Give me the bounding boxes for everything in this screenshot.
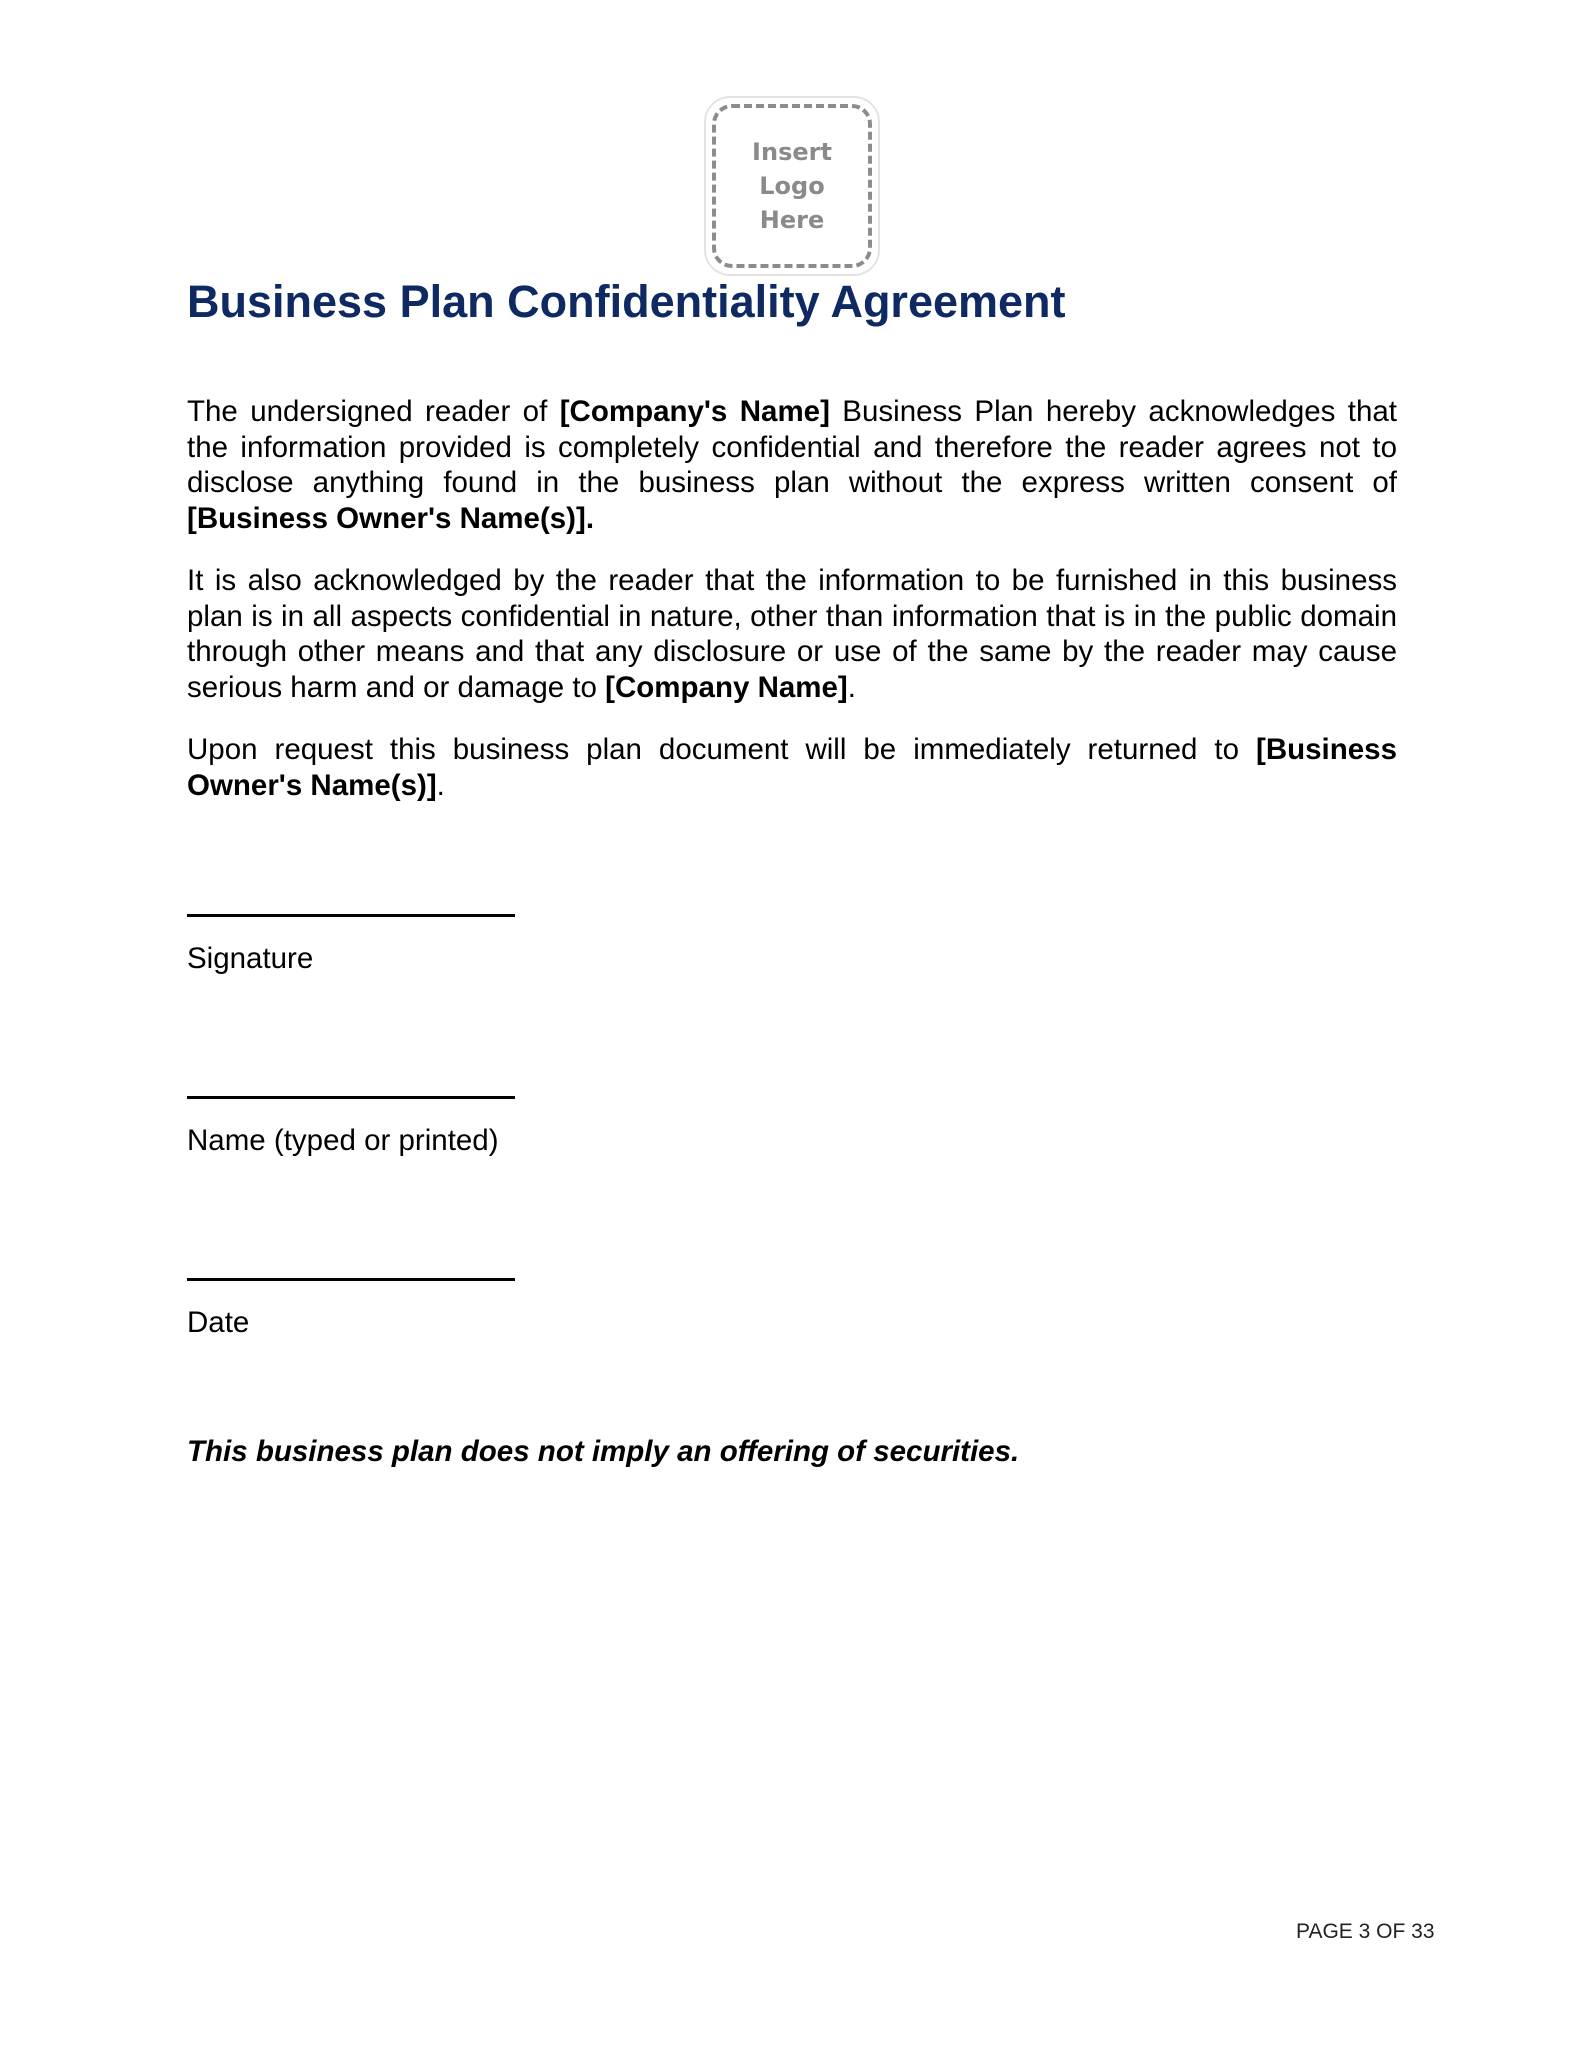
paragraph-confidential-nature [187, 563, 1397, 705]
date-label: Date [187, 1306, 250, 1339]
company-name-placeholder: [Company's Name] [559, 395, 830, 428]
owner-name-placeholder: [Business Owner's Name(s)]. [187, 501, 595, 535]
paragraph-text: The undersigned reader of [187, 395, 560, 428]
name-label: Name (typed or printed) [187, 1124, 499, 1157]
page-number: PAGE 3 OF 33 [1296, 1920, 1435, 1943]
paragraph-return-request [187, 732, 1397, 803]
date-line[interactable] [187, 1278, 515, 1281]
logo-placeholder-text-line-1: Insert [752, 138, 832, 166]
logo-placeholder [704, 96, 880, 276]
signature-label: Signature [187, 942, 314, 975]
paragraph-text: . [847, 670, 856, 704]
owner-name-placeholder: [Business Owner's Name(s)] [187, 733, 1397, 802]
logo-placeholder-frame [712, 104, 872, 268]
logo-placeholder-text-line-3: Here [759, 206, 825, 234]
paragraph-text: Upon request this business plan document will be immediately returned to [187, 733, 1256, 766]
paragraph-text: It is also acknowledged by the reader that the information to be furnished in this business plan is in all aspects confidential in nature, other than information that is in the public domain through other means and that any disclosure or use of the same by the reader may cause serious harm and or damage to [187, 564, 1397, 704]
securities-disclaimer: This business plan does not imply an offering of securities. [187, 1435, 1020, 1468]
company-name-placeholder: [Company Name] [605, 670, 848, 704]
name-line[interactable] [187, 1096, 515, 1099]
paragraph-text: Business Plan hereby acknowledges that the information provided is completely confidential and therefore the reader agrees not to disclose anything found in the business plan without the express written consent of [187, 395, 1397, 499]
paragraph-acknowledgement [187, 394, 1397, 536]
paragraph-text: . [436, 768, 445, 802]
signature-line[interactable] [187, 914, 515, 917]
logo-placeholder-text-line-2: Logo [759, 172, 825, 200]
page-title: Business Plan Confidentiality Agreement [187, 276, 1066, 327]
